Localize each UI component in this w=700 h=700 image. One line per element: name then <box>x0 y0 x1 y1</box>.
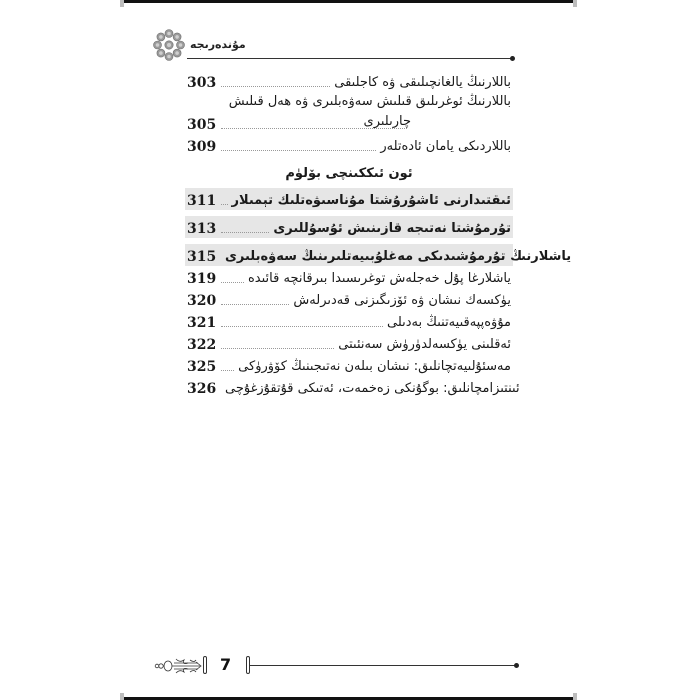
toc-entry-title-line-1: باللارنىڭ ئوغرىلىق قىلىش سەۋەبلىرى ۋە ھەل قىلىش <box>228 94 511 109</box>
toc-entry-title: يۈكسەك نىشان ۋە ئۆزىگىزنى قەدىرلەش <box>293 293 511 308</box>
toc-entry-title: باللارنىڭ يالغانچىلىقى ۋە كاجلىقى <box>334 75 511 90</box>
section-heading: ئون ئىككىنچى بۆلۈم <box>285 166 413 181</box>
toc-entry-title: ئىنتىزامچانلىق: بوگۇنكى زەخمەت، ئەتىكى قۇتقۇزغۇچى <box>225 381 520 396</box>
table-of-contents <box>185 70 572 398</box>
header-divider-dot <box>510 56 515 61</box>
toc-page-number: 322 <box>187 337 217 353</box>
toc-page-number: 311 <box>187 193 217 209</box>
toc-entry-title: تۇرمۇشتا نەتىجە قازىنىش ئۇسۇللىرى <box>273 221 511 236</box>
toc-entry-title <box>211 92 511 132</box>
toc-page-number: 303 <box>187 75 217 91</box>
footer-bracket-left <box>203 656 207 674</box>
toc-entry-highlighted[interactable] <box>185 244 572 266</box>
toc-entry-title: مۇۋەپپەقىيەتنىڭ بەدىلى <box>387 315 511 330</box>
toc-entry[interactable] <box>185 92 513 134</box>
dot-leader <box>221 325 383 327</box>
toc-entry-title: ئەقلىنى يۈكسەلدۈرۈش سەنئىتى <box>338 337 511 352</box>
toc-entry[interactable] <box>185 134 513 156</box>
toc-entry[interactable] <box>185 310 513 332</box>
toc-page-number: 309 <box>187 139 217 155</box>
dot-leader <box>221 281 244 283</box>
dot-leader <box>221 149 376 151</box>
toc-page-number: 305 <box>187 117 217 133</box>
toc-entry-title: مەسئۇلىيەتچانلىق: نىشان بىلەن نەتىجىنىڭ كۆۋرۈكى <box>238 359 511 374</box>
footer-divider-dot <box>514 663 519 668</box>
toc-entry[interactable] <box>185 376 520 398</box>
dot-leader <box>221 369 234 371</box>
toc-page-number: 321 <box>187 315 217 331</box>
toc-entry[interactable] <box>185 354 513 376</box>
toc-page-number: 326 <box>187 381 217 397</box>
toc-entry[interactable] <box>185 288 513 310</box>
toc-entry[interactable] <box>185 266 513 288</box>
toc-entry-title-line-2: چارىلىرى <box>363 114 411 129</box>
page-top-border <box>122 0 575 3</box>
page-number: 7 <box>220 655 232 674</box>
page-top-border-cap-left <box>120 0 124 7</box>
toc-page-number: 313 <box>187 221 217 237</box>
toc-page-number: 320 <box>187 293 217 309</box>
running-header-title: مۇندەرىجە <box>190 38 246 51</box>
toc-entry-title: باللاردىكى يامان ئادەتلەر <box>380 139 511 154</box>
dot-leader <box>221 303 289 305</box>
toc-page-number: 319 <box>187 271 217 287</box>
dot-leader <box>221 85 330 87</box>
floral-ornament-icon <box>154 657 210 675</box>
toc-entry-title: ياشلارغا پۇل خەجلەش توغرىسىدا بىرقانچە قائىدە <box>248 271 511 286</box>
toc-entry[interactable] <box>185 70 513 92</box>
toc-page-number: 325 <box>187 359 217 375</box>
page-bottom-border-cap-right <box>573 693 577 700</box>
dot-leader <box>221 203 228 205</box>
page-bottom-border-cap-left <box>120 693 124 700</box>
toc-entry-highlighted[interactable] <box>185 216 513 238</box>
header-divider <box>187 58 511 59</box>
page-top-border-cap-right <box>573 0 577 7</box>
toc-entry[interactable] <box>185 332 513 354</box>
dot-leader <box>221 347 334 349</box>
toc-entry-title: ياشلارنىڭ تۇرمۇشىدىكى مەغلۇبىيەتلىرىنىڭ سەۋەبلىرى <box>225 249 572 264</box>
toc-entry-highlighted[interactable] <box>185 188 513 210</box>
toc-page-number: 315 <box>187 249 217 265</box>
dot-leader <box>221 231 269 233</box>
footer-divider <box>250 665 516 666</box>
toc-entry-title: ئىقتىدارنى ئاشۇرۇشتا مۇناسىۋەتلىك تېمىلار <box>231 193 511 208</box>
octagonal-rosette-icon <box>152 28 186 62</box>
